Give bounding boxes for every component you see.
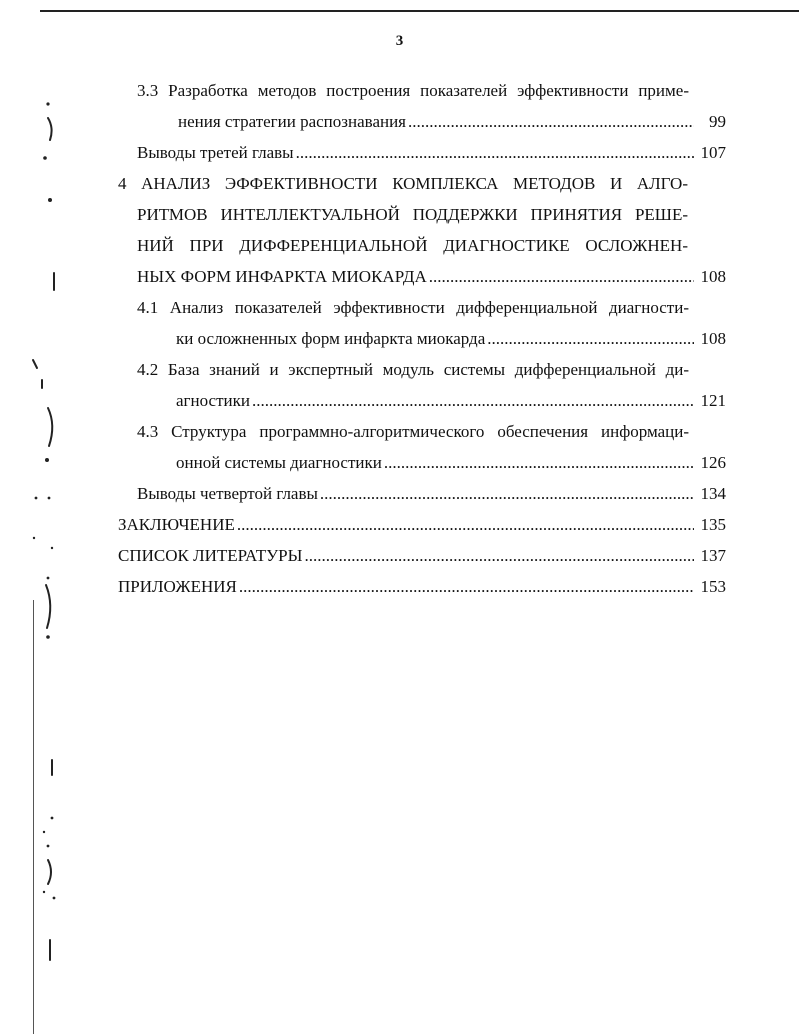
toc-page-number: 126 [700,453,726,472]
toc-entry-4-1-line2: ки осложненных форм инфаркта миокарда [176,329,486,348]
toc-entry-appendices [118,574,726,600]
toc-entry-label: ЗАКЛЮЧЕНИЕ [118,515,235,534]
toc-chapter-4 [137,264,726,290]
toc-chapter-4-line4: НЫХ ФОРМ ИНФАРКТА МИОКАРДА [137,267,427,286]
toc-chapter-4-line1: 4 АНАЛИЗ ЭФФЕКТИВНОСТИ КОМПЛЕКСА МЕТОДОВ И АЛГО- [118,174,688,193]
toc-entry-label: ПРИЛОЖЕНИЯ [118,577,237,596]
leader-dots [408,109,694,135]
toc-entry-conclusions-4 [137,481,726,507]
toc-page-number: 135 [700,515,726,534]
scan-binding-marks [0,0,80,1034]
toc-entry-4-2-line2: агностики [176,391,250,410]
leader-dots [304,543,694,569]
toc-entry-4-3-line2: онной системы диагностики [176,453,382,472]
top-rule [40,10,799,12]
toc-entry-3-3-line1: 3.3 Разработка методов построения показателей эффективности приме- [137,81,689,100]
toc-page-number: 99 [709,112,726,131]
leader-dots [237,512,694,538]
leader-dots [429,264,694,290]
leader-dots [239,574,694,600]
toc-entry-4-3-line1: 4.3 Структура программно-алгоритмического обеспечения информаци- [137,422,689,441]
toc-entry-3-3-line2: нения стратегии распознавания [178,112,406,131]
toc-page-number: 108 [700,329,726,348]
leader-dots [296,140,694,166]
toc-page-number: 134 [700,484,726,503]
scan-edge-line [33,600,34,1034]
leader-dots [252,388,694,414]
toc-page-number: 107 [700,143,726,162]
leader-dots [487,326,694,352]
toc-page-number: 153 [700,577,726,596]
toc-entry-4-1-line1: 4.1 Анализ показателей эффективности дифференциальной диагности- [137,298,689,317]
page-number: 3 [395,33,404,49]
leader-dots [320,481,694,507]
toc-chapter-4-line2: РИТМОВ ИНТЕЛЛЕКТУАЛЬНОЙ ПОДДЕРЖКИ ПРИНЯТИЯ РЕШЕ- [137,205,688,224]
toc-entry-4-1 [176,326,726,352]
toc-entry-3-3 [178,109,726,135]
toc-entry-conclusion [118,512,726,538]
toc-entry-label: Выводы третей главы [137,143,294,162]
toc-entry-4-3 [176,450,726,476]
toc-entry-label: СПИСОК ЛИТЕРАТУРЫ [118,546,303,565]
toc-page-number: 137 [700,546,726,565]
toc-entry-references [118,543,726,569]
toc-entry-conclusions-3 [137,140,726,166]
toc-chapter-4-line3: НИЙ ПРИ ДИФФЕРЕНЦИАЛЬНОЙ ДИАГНОСТИКЕ ОСЛОЖНЕН- [137,236,688,255]
leader-dots [384,450,694,476]
toc-entry-label: Выводы четвертой главы [137,484,318,503]
toc-page-number: 121 [700,391,726,410]
toc-page-number: 108 [700,267,726,286]
toc-entry-4-2-line1: 4.2 База знаний и экспертный модуль системы дифференциальной ди- [137,360,689,379]
toc-entry-4-2 [176,388,726,414]
